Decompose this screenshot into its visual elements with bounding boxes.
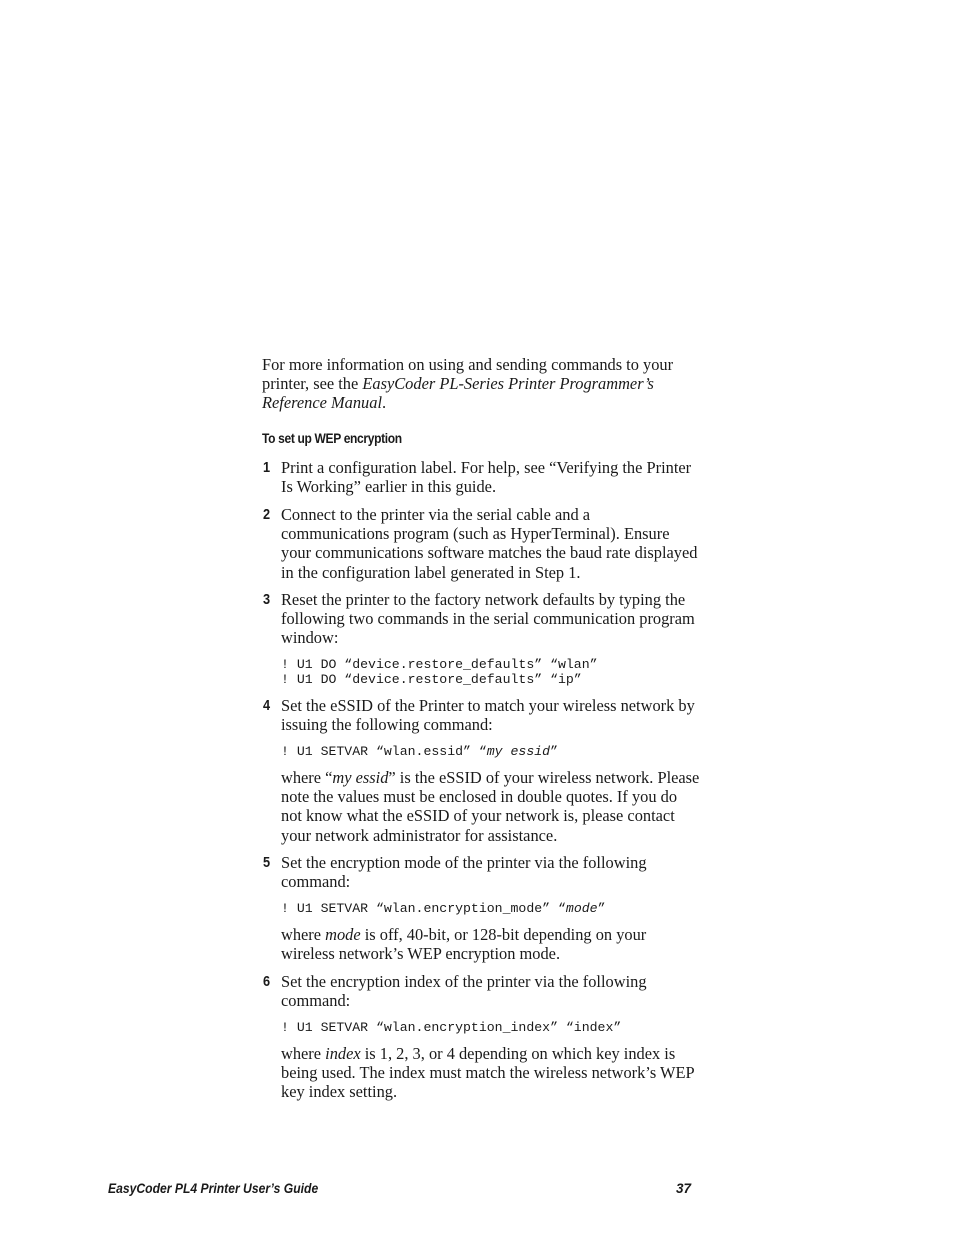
step-6-number: 6	[263, 973, 271, 990]
step-5-where-after: is off, 40-bit, or 128-bit depending on your wireless network’s WEP encryption mode.	[281, 925, 647, 964]
intro-text-after: .	[382, 393, 387, 413]
step-6-where-var: index	[325, 1044, 361, 1063]
step-6-where-after: is 1, 2, 3, or 4 depending on which key index is being used. The index must match the wireless network’s WEP key index setting.	[281, 1044, 695, 1102]
step-5-number: 5	[263, 854, 271, 871]
step-4-code-prefix: ! U1 SETVAR “wlan.essid” “	[281, 744, 487, 759]
step-4-number: 4	[263, 697, 271, 714]
step-5-code-var: mode	[565, 901, 598, 916]
step-4-code	[281, 744, 558, 760]
step-2-number: 2	[263, 506, 271, 523]
step-1-text: Print a configuration label. For help, see “Verifying the Printer Is Working” earlier in this guide.	[281, 458, 692, 497]
step-4-text: Set the eSSID of the Printer to match your wireless network by issuing the following command:	[281, 696, 695, 735]
step-5-where-before: where	[281, 925, 326, 944]
step-4-where	[281, 768, 701, 845]
step-5-where	[281, 925, 701, 963]
footer-page-number: 37	[676, 1181, 692, 1196]
step-5-text: Set the encryption mode of the printer via the following command:	[281, 853, 647, 892]
step-5-where-var: mode	[325, 925, 361, 944]
step-3-code-line-2: ! U1 DO “device.restore_defaults” “ip”	[281, 672, 582, 687]
section-heading: To set up WEP encryption	[262, 430, 402, 446]
step-2-text: Connect to the printer via the serial cable and a communications program (such as HyperTerminal). Ensure your communications software matches the baud rate displayed in the configuration label generated in Step 1.	[281, 505, 698, 582]
step-3-text: Reset the printer to the factory network defaults by typing the following two commands in the serial communication program window:	[281, 590, 695, 648]
step-1-number: 1	[263, 459, 271, 476]
step-6-where-before: where	[281, 1044, 326, 1063]
step-4-where-var: my essid	[332, 768, 389, 787]
step-3-code-line-1: ! U1 DO “device.restore_defaults” “wlan”	[281, 657, 598, 672]
step-4-where-before: where “	[281, 768, 333, 787]
step-4-where-after: ” is the eSSID of your wireless network. Please note the values must be enclosed in double quotes. If you do not know what the eSSID of your network is, please contact your network administrator for assistance.	[281, 768, 700, 845]
step-3-number: 3	[263, 591, 271, 608]
step-5-code-prefix: ! U1 SETVAR “wlan.encryption_mode” “	[281, 901, 566, 916]
step-6-text: Set the encryption index of the printer via the following command:	[281, 972, 647, 1011]
step-5-code-suffix: ”	[597, 901, 606, 916]
manual-title: EasyCoder PL-Series Printer Programmer’s Reference Manual	[262, 374, 654, 413]
step-6-code: ! U1 SETVAR “wlan.encryption_index” “index”	[281, 1020, 622, 1035]
step-5-code	[281, 901, 605, 917]
intro-paragraph	[262, 355, 702, 413]
footer-guide-title: EasyCoder PL4 Printer User’s Guide	[108, 1181, 319, 1196]
step-4-code-var: my essid	[486, 744, 551, 759]
intro-text-before: For more information on using and sending commands to your printer, see the	[262, 355, 674, 394]
step-4-code-suffix: ”	[550, 744, 558, 759]
step-6-where	[281, 1044, 701, 1102]
